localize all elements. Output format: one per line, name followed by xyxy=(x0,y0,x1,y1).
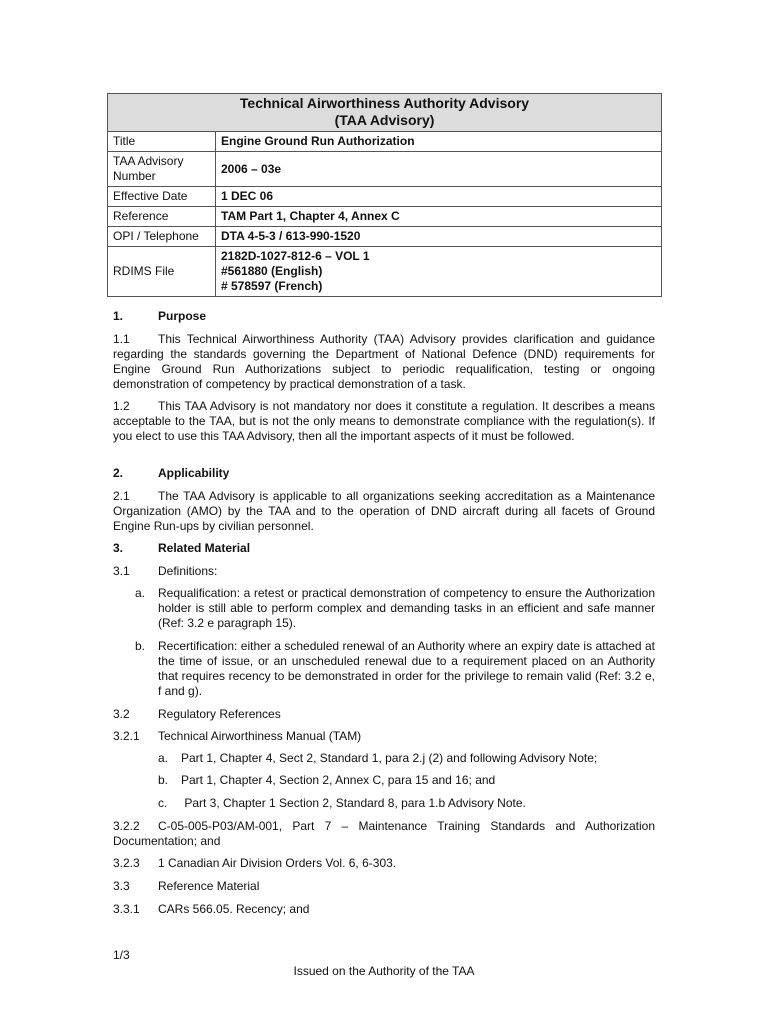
paragraph-text-3-3-1: CARs 566.05. Recency; and xyxy=(158,902,310,916)
row-label-reference: Reference xyxy=(108,207,216,227)
page-number: 1/3 xyxy=(113,948,130,962)
reference-b xyxy=(158,773,495,788)
section-title: Purpose xyxy=(158,309,207,323)
advisory-title xyxy=(108,94,662,132)
advisory-header-table xyxy=(107,93,662,297)
rdims-line1: 2182D-1027-812-6 – VOL 1 xyxy=(221,249,370,263)
definition-text: Recertification: either a scheduled renewal of an Authority where an expiry date is attached at the time of issue, or an unscheduled renewal due to a requirement placed on an Authority that requires recency to be demonstrated in order for the privilege to remain valid (Ref: 3.2 e, f and g). xyxy=(158,639,655,698)
row-label-number-line1: TAA Advisory xyxy=(113,154,184,168)
section-title: Applicability xyxy=(158,466,230,480)
paragraph-text: The TAA Advisory is applicable to all organizations seeking accreditation as a Maintenance Organization (AMO) by the TAA and to the operation of DND aircraft during all facets of Ground Engine Run-ups by civilian personnel. xyxy=(113,489,655,533)
row-value-reference: TAM Part 1, Chapter 4, Annex C xyxy=(216,207,662,227)
paragraph-text-3-2: Regulatory References xyxy=(158,707,281,721)
reference-c xyxy=(158,796,526,811)
paragraph-text-3-1: Definitions: xyxy=(158,564,218,578)
paragraph-number: 3.2.2 xyxy=(113,819,140,833)
section-number: 2. xyxy=(113,466,124,480)
reference-a xyxy=(158,751,597,766)
section-number: 1. xyxy=(113,309,124,323)
section-title: Related Material xyxy=(158,541,251,555)
paragraph-number: 2.1 xyxy=(113,489,130,503)
paragraph-number: 1.2 xyxy=(113,399,130,413)
section-heading-applicability xyxy=(113,466,230,481)
paragraph-number-3-1: 3.1 xyxy=(113,564,130,578)
reference-text: Part 1, Chapter 4, Section 2, Annex C, para 15 and 16; and xyxy=(181,773,496,787)
section-heading-related-material xyxy=(113,541,251,556)
paragraph-text: C-05-005-P03/AM-001, Part 7 – Maintenance Training Standards and Authorization Documentation; and xyxy=(113,819,655,848)
paragraph-number-3-3: 3.3 xyxy=(113,879,130,893)
rdims-line3: # 578597 (French) xyxy=(221,279,323,293)
paragraph-3-2-2 xyxy=(113,819,655,849)
list-marker: a. xyxy=(158,751,169,765)
paragraph-number-3-3-1: 3.3.1 xyxy=(113,902,140,916)
row-label-opi: OPI / Telephone xyxy=(108,227,216,247)
list-marker: c. xyxy=(158,796,168,810)
paragraph-number-3-2: 3.2 xyxy=(113,707,130,721)
row-label-title: Title xyxy=(108,132,216,152)
paragraph-2-1 xyxy=(113,489,655,534)
definition-a xyxy=(135,586,655,631)
row-label-number-line2: Number xyxy=(113,169,156,183)
reference-text: Part 3, Chapter 1 Section 2, Standard 8, para 1.b Advisory Note. xyxy=(181,796,526,810)
definition-text: Requalification: a retest or practical demonstration of competency to ensure the Authorization holder is still able to perform complex and demanding tasks in an efficient and safe manner (Ref: 3.2 e paragraph 15). xyxy=(158,586,655,630)
row-value-effective-date: 1 DEC 06 xyxy=(216,187,662,207)
list-marker: b. xyxy=(135,639,146,653)
row-value-number: 2006 – 03e xyxy=(216,152,662,187)
reference-text: Part 1, Chapter 4, Sect 2, Standard 1, para 2.j (2) and following Advisory Note; xyxy=(181,751,598,765)
paragraph-text: This TAA Advisory is not mandatory nor does it constitute a regulation. It describes a means acceptable to the TAA, but is not the only means to demonstrate compliance with the regulation(s). If you elect to use this TAA Advisory, then all the important aspects of it must be followed. xyxy=(113,399,655,443)
row-label-number xyxy=(108,152,216,187)
row-label-rdims: RDIMS File xyxy=(108,247,216,297)
paragraph-text-3-2-3: 1 Canadian Air Division Orders Vol. 6, 6-303. xyxy=(158,856,397,870)
row-label-effective-date: Effective Date xyxy=(108,187,216,207)
paragraph-number: 1.1 xyxy=(113,332,130,346)
paragraph-text-3-3: Reference Material xyxy=(158,879,260,893)
row-value-rdims xyxy=(216,247,662,297)
list-marker: b. xyxy=(158,773,169,787)
section-heading-purpose xyxy=(113,309,207,324)
rdims-line2: #561880 (English) xyxy=(221,264,323,278)
paragraph-number-3-2-3: 3.2.3 xyxy=(113,856,140,870)
paragraph-1-1 xyxy=(113,332,655,392)
section-number: 3. xyxy=(113,541,124,555)
row-value-title: Engine Ground Run Authorization xyxy=(216,132,662,152)
definition-b xyxy=(135,639,655,699)
paragraph-number-3-2-1: 3.2.1 xyxy=(113,729,140,743)
list-marker: a. xyxy=(135,586,146,600)
paragraph-text: This Technical Airworthiness Authority (TAA) Advisory provides clarification and guidance regarding the standards governing the Department of National Defence (DND) requirements for Engine Ground Run Authorizations subject to periodic requalification, testing or ongoing demonstration of competency by practical demonstration of a task. xyxy=(113,332,655,391)
paragraph-1-2 xyxy=(113,399,655,444)
footer-issued-statement: Issued on the Authority of the TAA xyxy=(293,964,475,978)
advisory-title-line2: (TAA Advisory) xyxy=(334,112,435,128)
advisory-title-line1: Technical Airworthiness Authority Advisory xyxy=(239,95,530,111)
row-value-opi: DTA 4-5-3 / 613-990-1520 xyxy=(216,227,662,247)
paragraph-text-3-2-1: Technical Airworthiness Manual (TAM) xyxy=(158,729,362,743)
